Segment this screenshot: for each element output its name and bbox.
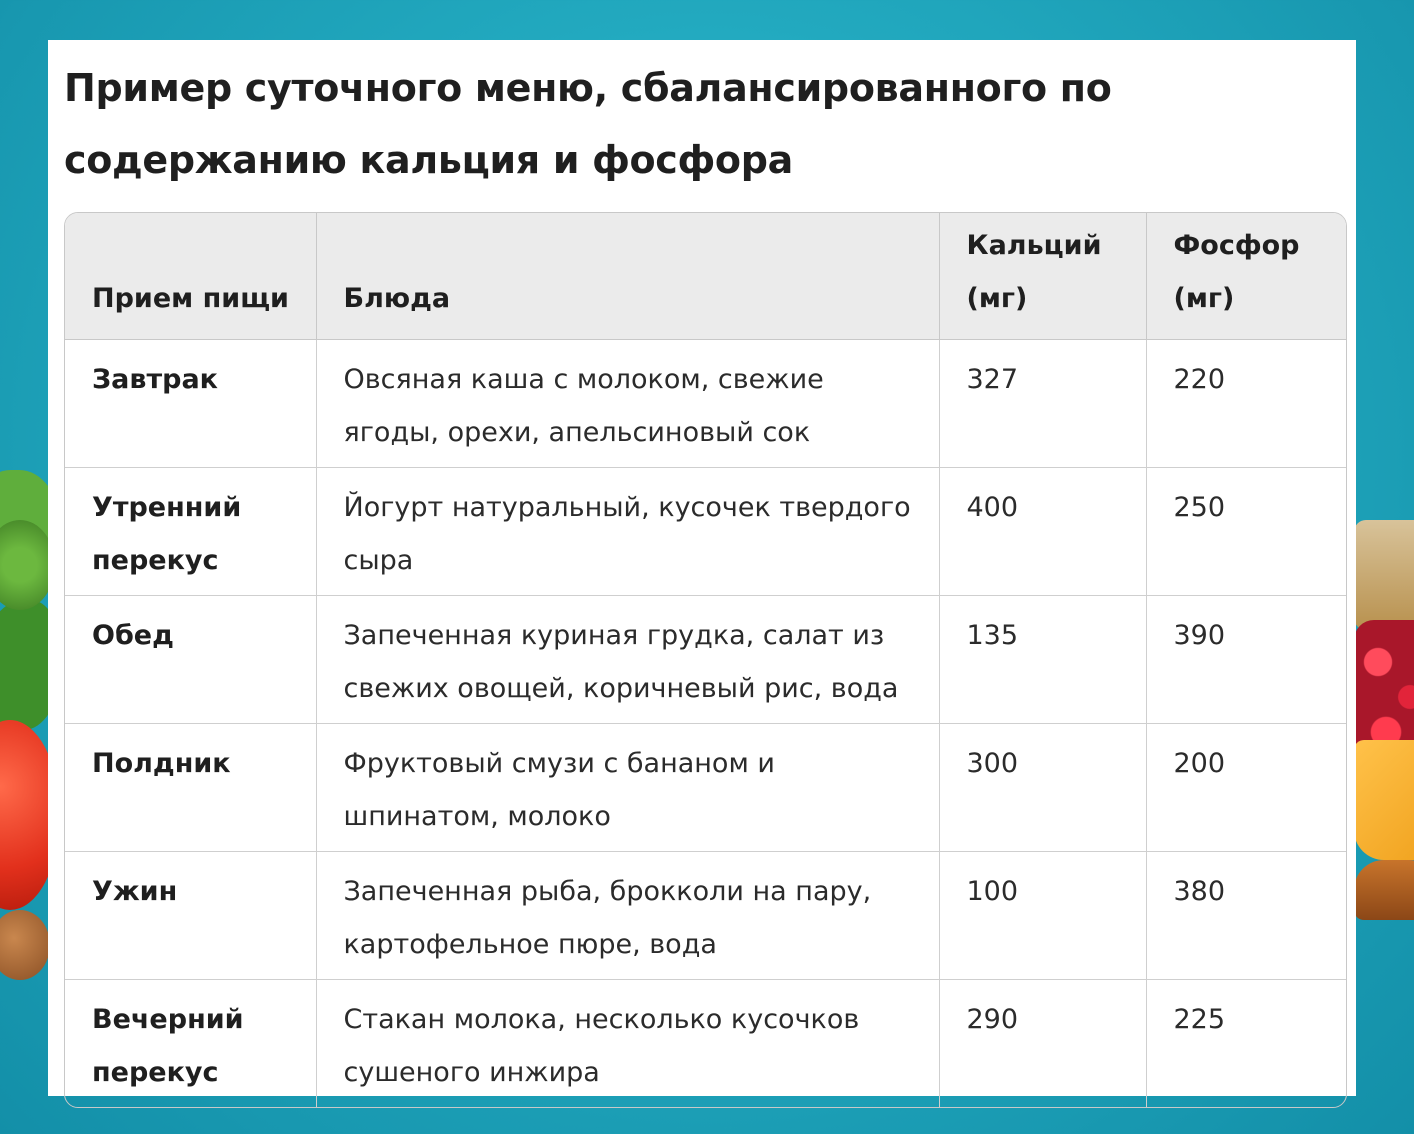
meal-cell: Полдник (65, 723, 316, 851)
page-title: Пример суточного меню, сбалансированного по содержанию кальция и фосфора (64, 66, 1112, 182)
meal-cell: Обед (65, 595, 316, 723)
table-row (65, 339, 1346, 467)
phosphorus-cell: 200 (1146, 723, 1346, 851)
phosphorus-cell: 225 (1173, 1003, 1226, 1035)
calcium-cell: 100 (939, 851, 1146, 979)
calcium-cell: 290 (939, 979, 1146, 1107)
jar-decoration (1354, 520, 1414, 630)
menu-table-container (64, 212, 1347, 1108)
dishes-cell: Запеченная рыба, брокколи на пару, картофельное пюре, вода (316, 851, 939, 979)
almond-decoration (0, 910, 50, 980)
dishes-cell: Овсяная каша с молоком, свежие ягоды, орехи, апельсиновый сок (316, 339, 939, 467)
bread-decoration (1354, 860, 1414, 920)
menu-card (48, 40, 1356, 1096)
meal-cell: Ужин (65, 851, 316, 979)
table-row (65, 851, 1346, 979)
berries-decoration (1354, 620, 1414, 760)
phosphorus-cell: 250 (1146, 467, 1346, 595)
phosphorus-cell: 390 (1146, 595, 1346, 723)
table-row (65, 467, 1346, 595)
menu-table (65, 213, 1346, 1107)
meal-cell: Утренний перекус (65, 467, 316, 595)
header-calcium: Кальций (мг) (939, 213, 1146, 339)
phosphorus-cell: 380 (1146, 851, 1346, 979)
table-row (65, 595, 1346, 723)
header-meal: Прием пищи (65, 213, 316, 339)
meal-cell: Завтрак (65, 339, 316, 467)
table-row (65, 979, 1346, 1107)
phosphorus-cell: 220 (1146, 339, 1346, 467)
header-dishes: Блюда (316, 213, 939, 339)
dishes-cell: Стакан молока, несколько кусочков сушеного инжира (316, 979, 939, 1107)
dishes-cell: Йогурт натуральный, кусочек твердого сыра (316, 467, 939, 595)
calcium-cell: 300 (939, 723, 1146, 851)
table-header-row (65, 213, 1346, 339)
calcium-cell: 327 (939, 339, 1146, 467)
dishes-cell: Запеченная куриная грудка, салат из свежих овощей, коричневый рис, вода (316, 595, 939, 723)
meal-cell: Вечерний перекус (65, 979, 316, 1107)
calcium-cell: 400 (939, 467, 1146, 595)
dishes-cell: Фруктовый смузи с бананом и шпинатом, молоко (316, 723, 939, 851)
calcium-cell: 135 (939, 595, 1146, 723)
header-phosphorus: Фосфор (мг) (1146, 213, 1346, 339)
cheese-decoration (1354, 740, 1414, 860)
table-row (65, 723, 1346, 851)
